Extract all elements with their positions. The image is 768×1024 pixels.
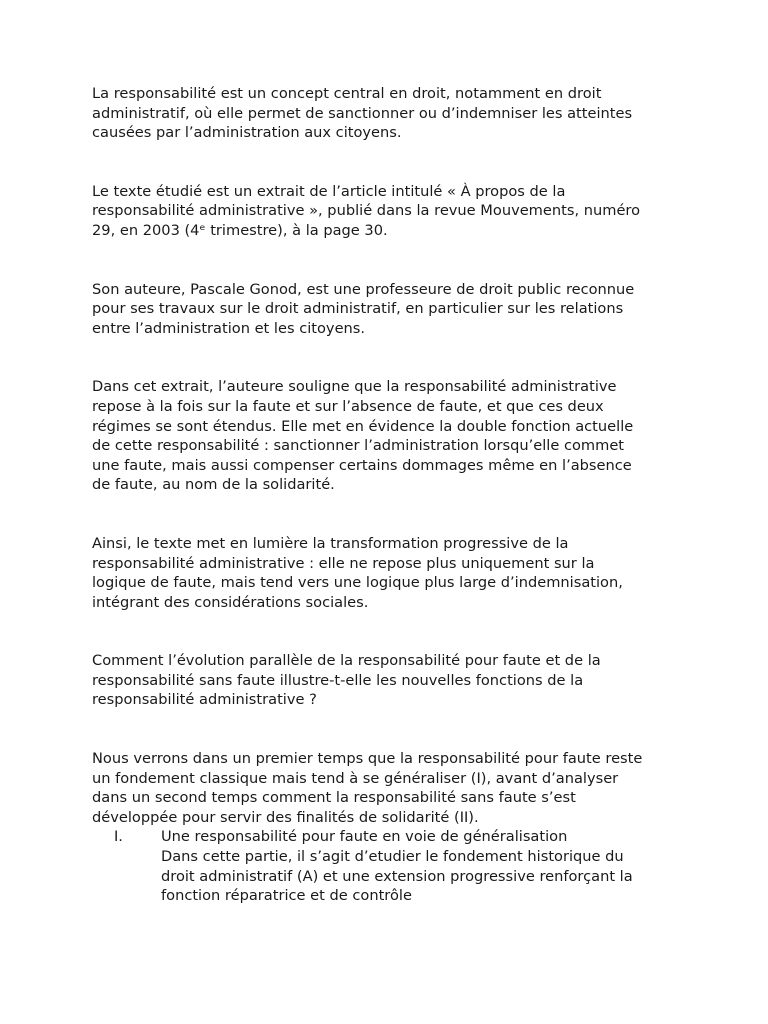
text-line: Nous verrons dans un premier temps que la responsabilité pour faute reste xyxy=(92,750,643,768)
text-line: La responsabilité est un concept central en droit, notamment en droit xyxy=(92,85,602,102)
list-heading: Une responsabilité pour faute en voie de généralisation xyxy=(161,828,568,846)
list-item xyxy=(92,827,688,905)
text-line: responsabilité administrative : elle ne repose plus uniquement sur la xyxy=(92,554,595,572)
text-line: pour ses travaux sur le droit administratif, en particulier sur les relations xyxy=(92,300,624,318)
paragraph-source xyxy=(92,182,688,241)
text-line: un fondement classique mais tend à se généraliser (I), avant d’analyser xyxy=(92,769,619,787)
text-line: causées par l’administration aux citoyens. xyxy=(92,124,402,142)
list-number: I. xyxy=(114,828,123,846)
text-line: dans un second temps comment la responsabilité sans faute s’est xyxy=(92,789,576,807)
paragraph-problematique xyxy=(92,651,688,710)
text-line: Le texte étudié est un extrait de l’article intitulé « À propos de la xyxy=(92,182,566,200)
text-line: entre l’administration et les citoyens. xyxy=(92,319,366,337)
text-line: repose à la fois sur la faute et sur l’absence de faute, et que ces deux xyxy=(92,397,604,415)
text-line: Son auteure, Pascale Gonod, est une professeure de droit public reconnue xyxy=(92,280,635,298)
outline-list xyxy=(92,827,688,905)
paragraph-introduction xyxy=(92,84,688,143)
paragraph-author xyxy=(92,280,688,339)
text-line: de cette responsabilité : sanctionner l’administration lorsqu’elle commet xyxy=(92,437,625,455)
text-line: Dans cet extrait, l’auteure souligne que la responsabilité administrative xyxy=(92,378,617,396)
text-line: intégrant des considérations sociales. xyxy=(92,593,369,611)
paragraph-plan xyxy=(92,749,688,827)
text-line: développée pour servir des finalités de solidarité (II). xyxy=(92,808,479,826)
text-line: une faute, mais aussi compenser certains dommages même en l’absence xyxy=(92,456,632,474)
paragraph-summary xyxy=(92,377,688,495)
text-line: droit administratif (A) et une extension progressive renforçant la xyxy=(161,867,633,885)
paragraph-interest xyxy=(92,534,688,612)
text-line: Dans cette partie, il s’agit d’etudier le fondement historique du xyxy=(161,848,624,866)
text-line: responsabilité sans faute illustre-t-elle les nouvelles fonctions de la xyxy=(92,671,584,689)
list-item-body xyxy=(161,827,688,905)
text-line: administratif, où elle permet de sanctionner ou d’indemniser les atteintes xyxy=(92,104,633,122)
text-line: de faute, au nom de la solidarité. xyxy=(92,476,335,494)
text-line: fonction réparatrice et de contrôle xyxy=(161,887,412,905)
text-line: régimes se sont étendus. Elle met en évidence la double fonction actuelle xyxy=(92,417,634,435)
text-line: responsabilité administrative ? xyxy=(92,691,317,709)
text-line: Comment l’évolution parallèle de la responsabilité pour faute et de la xyxy=(92,652,601,670)
text-line: responsabilité administrative », publié dans la revue Mouvements, numéro xyxy=(92,202,641,220)
text-line: logique de faute, mais tend vers une logique plus large d’indemnisation, xyxy=(92,574,623,592)
text-line: Ainsi, le texte met en lumière la transformation progressive de la xyxy=(92,534,569,552)
text-line: 29, en 2003 (4ᵉ trimestre), à la page 30. xyxy=(92,221,388,239)
